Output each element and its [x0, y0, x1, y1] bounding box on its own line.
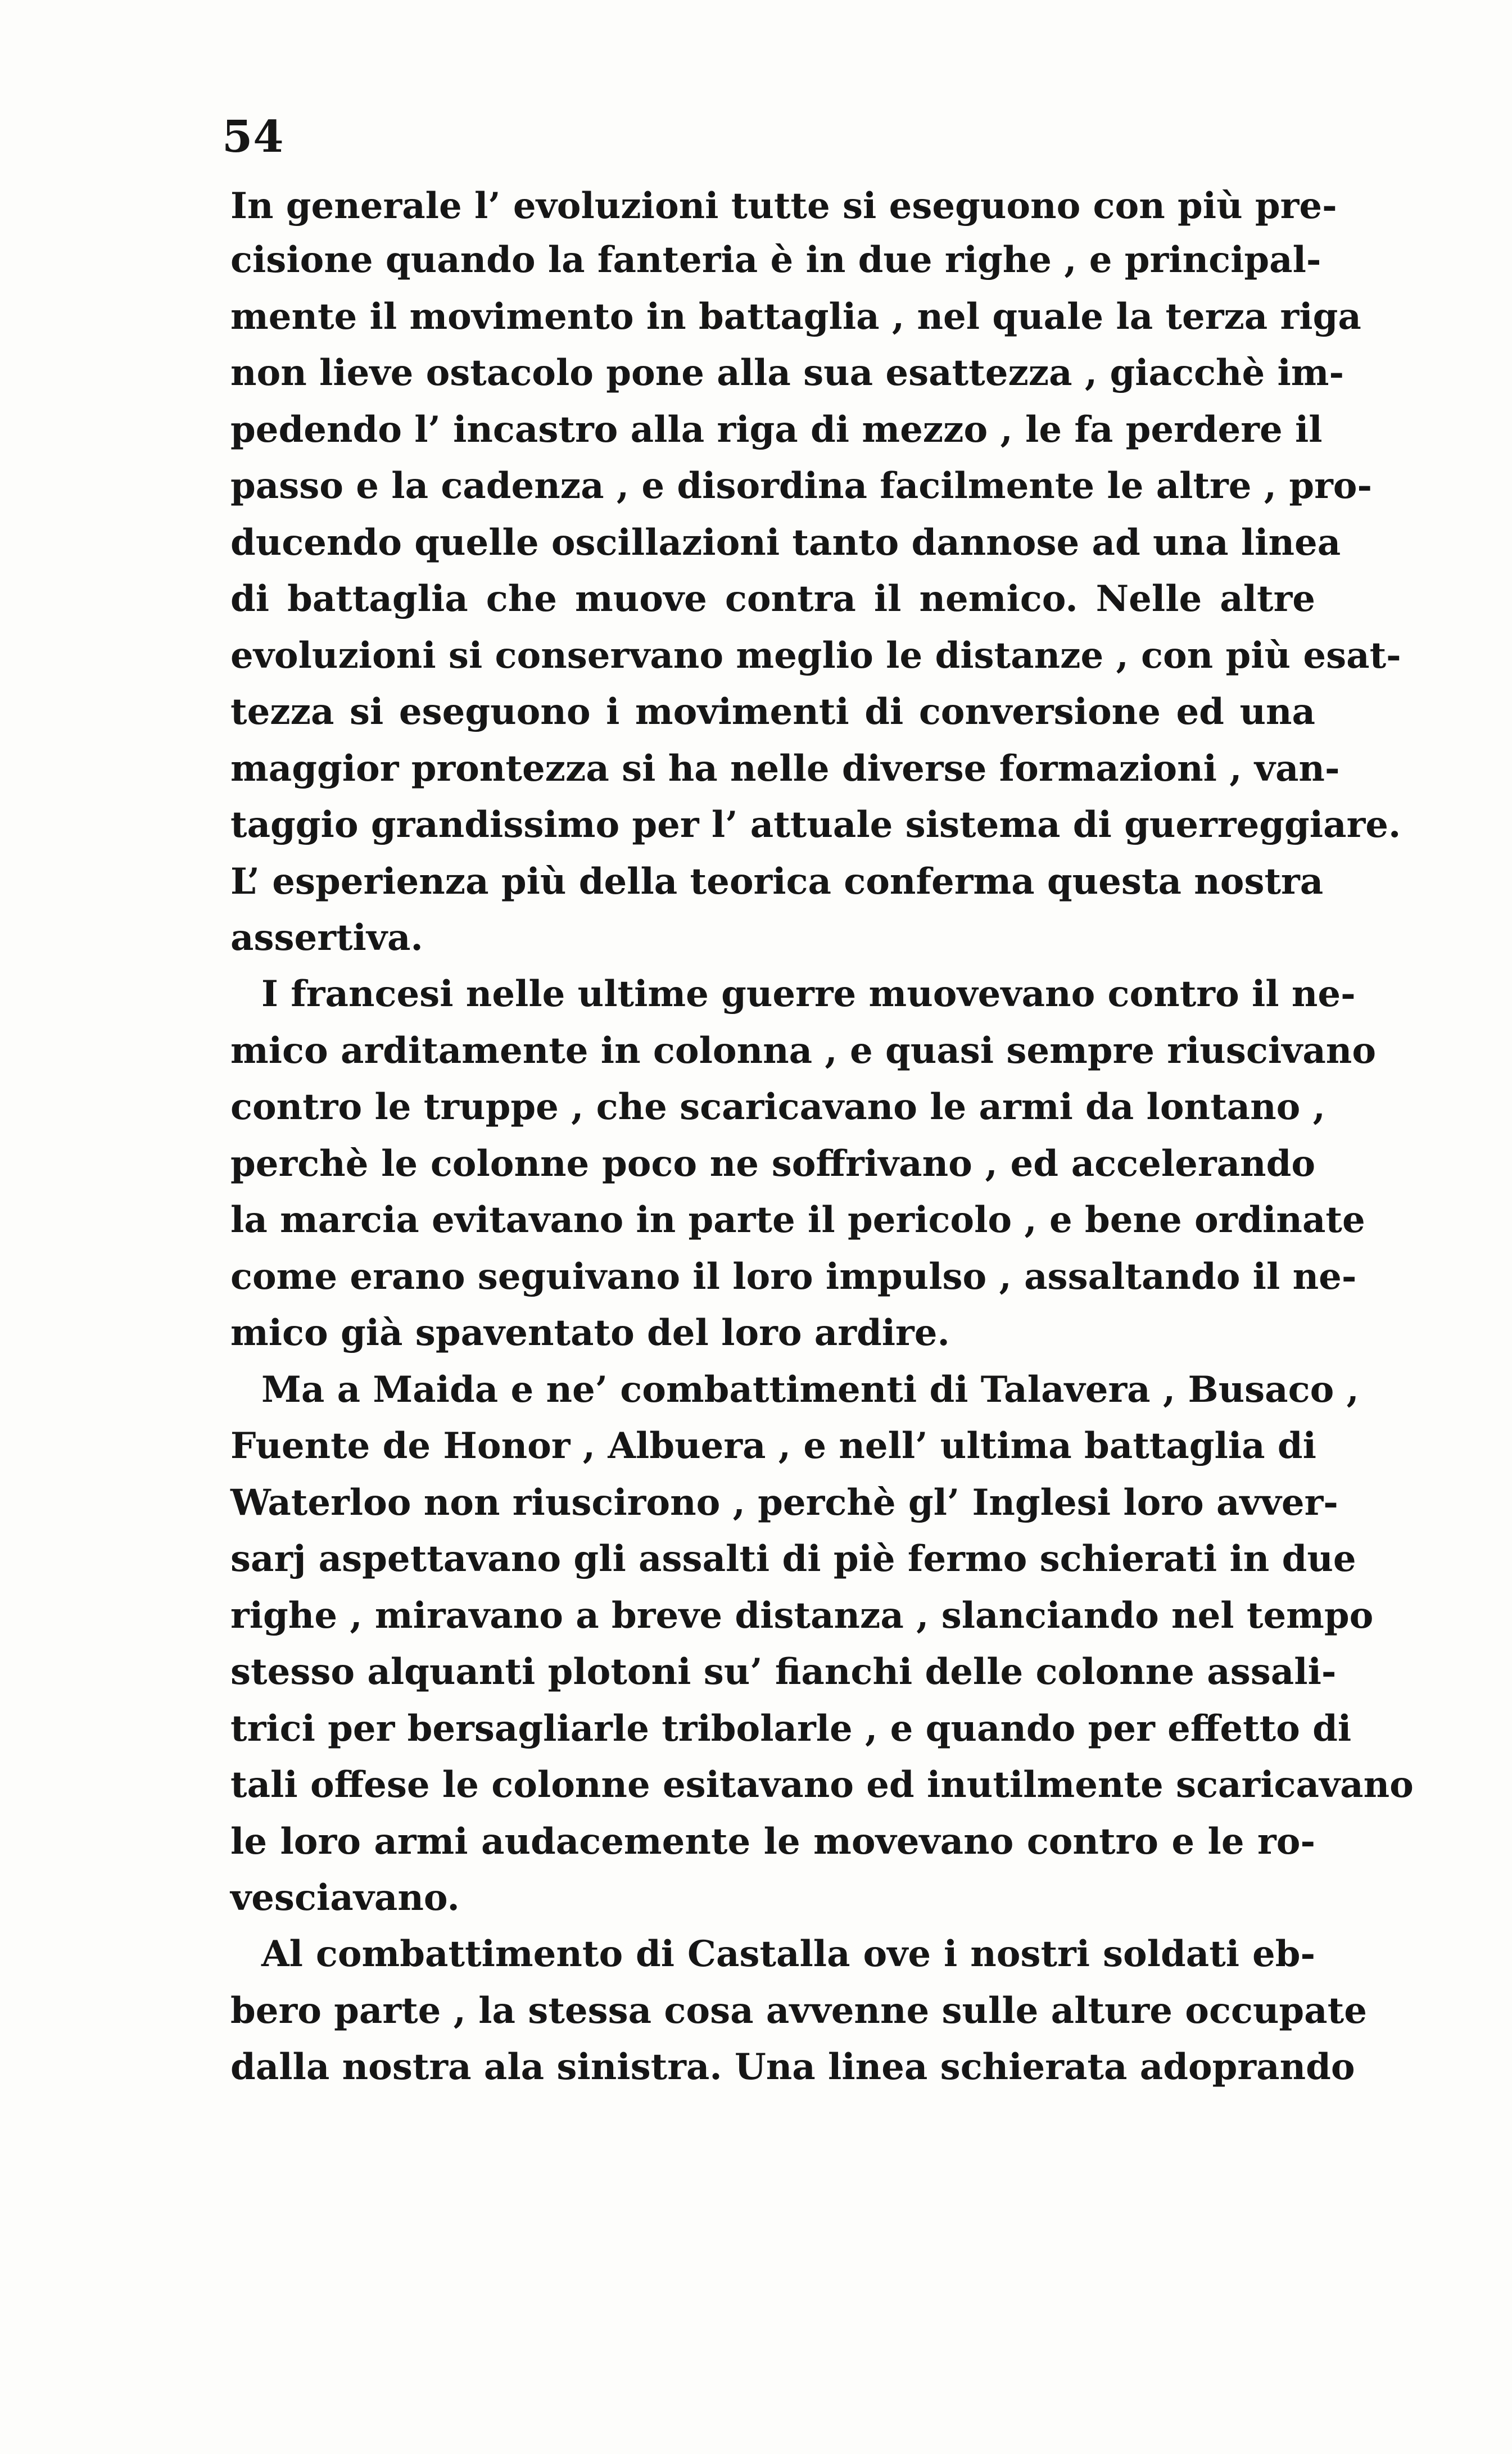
text-line: come erano seguivano il loro impulso , assaltando il ne-	[230, 1256, 1357, 1298]
text-line: In generale l’ evoluzioni tutte si eseguono con più pre-	[230, 185, 1337, 227]
text-line: righe , miravano a breve distanza , slanciando nel tempo	[230, 1595, 1374, 1637]
text-line: Al combattimento di Castalla ove i nostri soldati eb-	[261, 1933, 1315, 1975]
text-line: la marcia evitavano in parte il pericolo , e bene ordinate	[230, 1199, 1365, 1241]
text-line: stesso alquanti plotoni su’ fianchi delle colonne assali-	[230, 1651, 1337, 1693]
text-line: mico arditamente in colonna , e quasi sempre riuscivano	[230, 1030, 1376, 1072]
text-line: ducendo quelle oscillazioni tanto dannose ad una linea	[230, 522, 1341, 564]
text-line: trici per bersagliarle tribolarle , e quando per effetto di	[230, 1708, 1352, 1750]
text-line: le loro armi audacemente le movevano contro e le ro-	[230, 1821, 1315, 1863]
text-line: mente il movimento in battaglia , nel quale la terza riga	[230, 296, 1361, 338]
page-number: 54	[222, 111, 284, 162]
text-line: contro le truppe , che scaricavano le armi da lontano ,	[230, 1086, 1325, 1128]
text-line: non lieve ostacolo pone alla sua esattezza , giacchè im-	[230, 352, 1344, 394]
text-line: taggio grandissimo per l’ attuale sistema di guerreggiare.	[230, 804, 1401, 846]
text-line: Waterloo non riuscirono , perchè gl’ Inglesi loro avver-	[230, 1482, 1338, 1524]
text-line: L’ esperienza più della teorica conferma questa nostra	[230, 861, 1324, 903]
text-line: I francesi nelle ultime guerre muovevano contro il ne-	[261, 973, 1356, 1015]
text-line: Fuente de Honor , Albuera , e nell’ ultima battaglia di	[230, 1425, 1316, 1467]
text-line: evoluzioni si conservano meglio le distanze , con più esat-	[230, 635, 1401, 677]
text-line: cisione quando la fanteria è in due righe , e principal-	[230, 239, 1321, 281]
text-line: di battaglia che muove contra il nemico. Nelle altre	[230, 578, 1315, 620]
text-line: dalla nostra ala sinistra. Una linea schierata adoprando	[230, 2046, 1355, 2088]
text-line: tezza si eseguono i movimenti di conversione ed una	[230, 691, 1315, 733]
text-line: sarj aspettavano gli assalti di piè fermo schierati in due	[230, 1538, 1356, 1580]
text-line: pedendo l’ incastro alla riga di mezzo , le fa perdere il	[230, 409, 1323, 451]
text-line: vesciavano.	[230, 1877, 460, 1919]
text-line: passo e la cadenza , e disordina facilmente le altre , pro-	[230, 465, 1373, 507]
text-line: tali offese le colonne esitavano ed inutilmente scaricavano	[230, 1764, 1414, 1806]
text-line: bero parte , la stessa cosa avvenne sulle alture occupate	[230, 1990, 1367, 2032]
text-line: maggior prontezza si ha nelle diverse formazioni , van-	[230, 748, 1340, 790]
text-line: assertiva.	[230, 917, 423, 959]
text-line: perchè le colonne poco ne soffrivano , ed accelerando	[230, 1143, 1315, 1185]
text-line: Ma a Maida e ne’ combattimenti di Talavera , Busaco ,	[261, 1369, 1359, 1411]
text-line: mico già spaventato del loro ardire.	[230, 1312, 950, 1354]
